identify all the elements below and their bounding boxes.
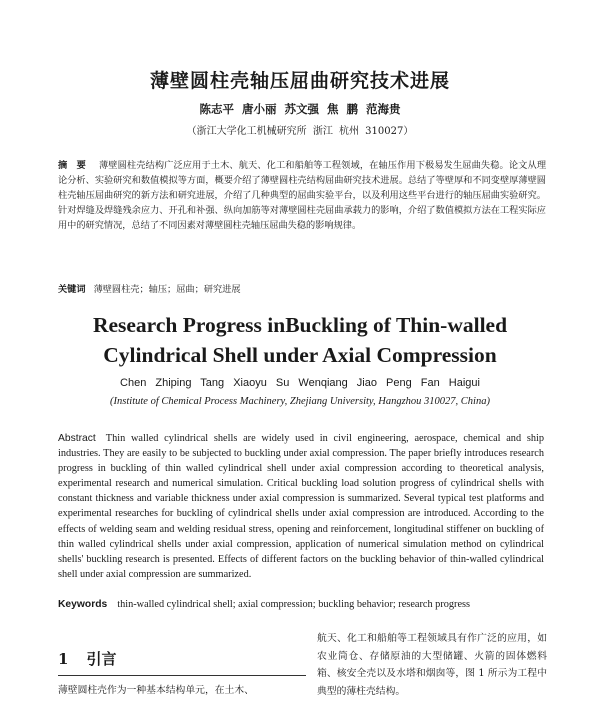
body-text-left: 薄壁圆柱壳作为一种基本结构单元，在土木、	[58, 685, 254, 696]
abstract-en	[58, 431, 544, 582]
abstract-cn-text: 薄壁圆柱壳结构广泛应用于土木、航天、化工和船舶等工程领域，在轴压作用下极易发生屈曲失稳。论文从理论分析、实验研究和数值模拟等方面，概要介绍了薄壁圆柱壳结构屈曲研究技术进展。总结了等壁厚和不同变壁厚薄壁圆柱壳轴压屈曲研究的新方法和研究进展，介绍了几种典型的屈曲实验平台，以及利用这些平台进行的轴压屈曲实验研究。针对焊缝及焊缝残余应力、开孔和补强、纵向加筋等对薄壁圆柱壳屈曲承载力的影响，介绍了数值模拟方法在工程实际应用中的研究情况，总结了不同因素对薄壁圆柱壳轴压屈曲失稳的影响规律。	[58, 160, 547, 231]
paper-title-en-line2: Cylindrical Shell under Axial Compression	[103, 343, 497, 367]
keywords-en	[58, 599, 544, 610]
section-divider	[58, 675, 306, 676]
keywords-cn-text: 薄壁圆柱壳；轴压；屈曲；研究进展	[93, 284, 241, 295]
body-text-right: 航天、化工和船舶等工程领域具有作广泛的应用，如农业筒仓、存储原油的大型储罐、火箭的固体燃料箱、核安全壳以及水塔和烟囱等，图 1 所示为工程中典型的薄柱壳结构。	[317, 633, 547, 697]
authors-cn: 陈志平 唐小丽 苏文强 焦 鹏 范海贵	[199, 102, 401, 116]
abstract-cn-label: 摘 要	[58, 160, 89, 171]
section-number: 1	[58, 650, 69, 668]
section-heading	[58, 648, 116, 669]
keywords-cn-label: 关键词	[58, 284, 86, 295]
affiliation-en: (Institute of Chemical Process Machinery, Zhejiang University, Hangzhou 310027, China)	[110, 396, 490, 407]
section-title: 引言	[86, 650, 117, 668]
paper-title-en-line1: Research Progress inBuckling of Thin-walled	[92, 313, 508, 337]
affiliation-cn: （浙江大学化工机械研究所 浙江 杭州 310027）	[186, 126, 414, 137]
keywords-cn	[58, 281, 546, 295]
abstract-en-text: Thin walled cylindrical shells are widely used in civil engineering, aerospace, chemical and ship industries. They are easily to be subjected to buckling under axial compression. The paper briefly introduces research progress in buckling of thin walled cylindrical shell under axial compression according to theoretical analysis, experimental research and numerical simulation. Critical buckling load solution progress of cylindrical shells with constant thickness and variable thickness under axial compression is summarized. Several typical test platforms and experimental researches for buckling of cylindrical shells under axial compression are introduced. According to the effects of welding seam and welding residual stress, opening and reinforcement, longitudinal stiffener on buckling of thin walled cylindrical shells under axial compression, application of numerical simulation method on cylindrical shells' buckling research is presented. Effects of different factors on the buckling behavior of thin-walled cylindrical shell under axial compression are summarized.	[58, 433, 544, 580]
abstract-cn	[58, 158, 546, 233]
authors-en: Chen Zhiping Tang Xiaoyu Su Wenqiang Jiao Peng Fan Haigui	[120, 377, 480, 389]
abstract-en-label: Abstract	[58, 433, 96, 444]
keywords-en-label: Keywords	[58, 599, 108, 610]
keywords-en-text: thin-walled cylindrical shell; axial compression; buckling behavior; research progress	[117, 599, 471, 610]
paper-title-cn: 薄壁圆柱壳轴压屈曲研究技术进展	[149, 70, 450, 92]
paper-title-en	[0, 310, 600, 370]
